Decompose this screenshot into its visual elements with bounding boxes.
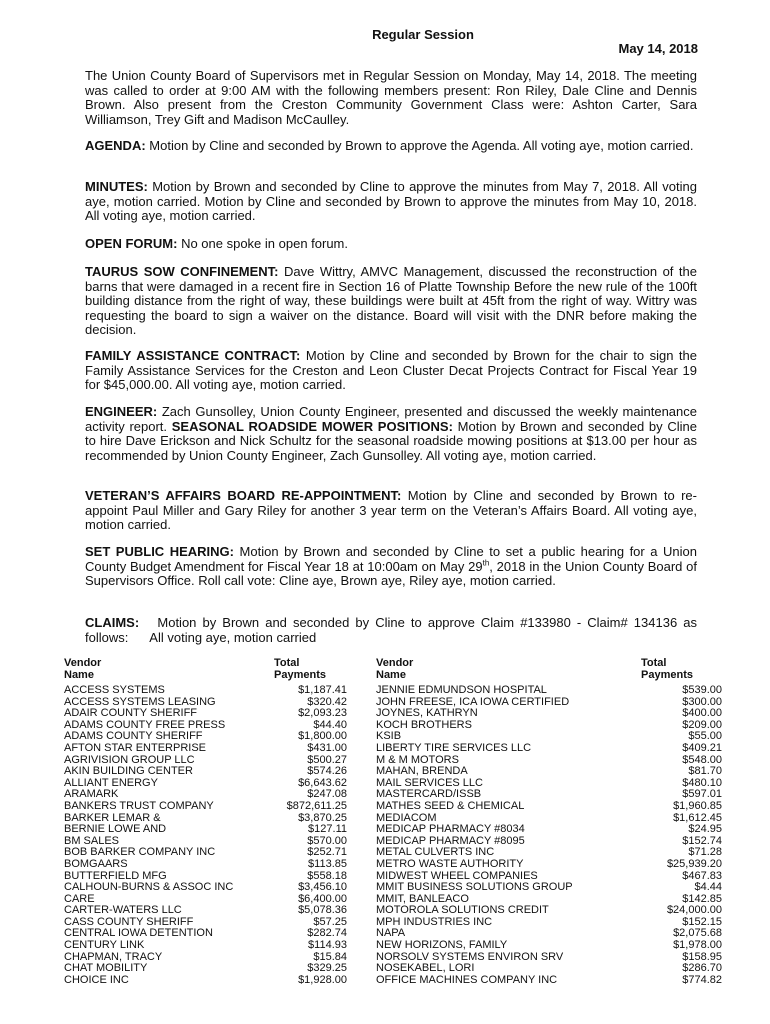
taurus-text: Dave Wittry, AMVC Management, discussed the reconstruction of the barns that were damaged in a recent fire in Section 16 of Platte Township Before the new rule of the 100ft building distance from the right of way, these buildings were built at 45ft from the right of way. Wittry was requesting the board to sign a waiver on the distance. Board will visit with the DNR before making the decision. [85,264,697,337]
public-hearing-text: Motion by Brown and seconded by Cline to set a public hearing for a Union County Budget Amendment for Fiscal Year 18 at 10:00am on May 29 [85,544,697,574]
minutes-text: Motion by Brown and seconded by Cline to approve the minutes from May 7, 2018. All voting aye, motion carried. Motion by Cline and seconded by Brown to approve the minutes from May 10, 2018. All voting aye, motion carried. [85,179,697,223]
payment-amount: $114.93 [308,939,347,952]
vendor-name: CHAT MOBILITY [64,962,148,975]
vendor-name: ACCESS SYSTEMS [64,684,165,696]
payment-amount: $329.25 [307,962,347,975]
public-hearing-text-cont: , 2018 in the Union County Board of Supervisors Office. Roll call vote: Cline aye, Brown aye, Riley aye, motion carried. [85,558,697,588]
payment-amount: $1,187.41 [298,684,347,696]
open-forum-paragraph [85,237,697,252]
payment-amount: $113.85 [308,857,347,870]
minutes-heading: MINUTES: [85,179,148,194]
agenda-paragraph [85,139,697,154]
session-date: May 14, 2018 [618,41,698,56]
vendor-name: CENTRAL IOWA DETENTION [64,927,213,940]
vendor-name: AGRIVISION GROUP LLC [64,753,195,766]
payment-amount: $24,000.00 [666,904,722,917]
vendor-name-header: Vendor Name [376,657,414,681]
mower-text: Motion by Brown and seconded by Cline to hire Dave Erickson and Nick Schultz for the seasonal roadside mowing positions at $13.00 per hour as recommended by Union County Engineer, Zach Gunsolley. All voting aye, motion carried. [85,418,697,463]
payment-amount: $3,870.25 [298,811,347,824]
payment-amount: $71.28 [688,846,722,859]
payment-amount: $409.21 [682,741,722,754]
payment-amount: $1,612.45 [673,811,722,824]
vendor-name: CASS COUNTY SHERIFF [64,915,194,928]
vendor-name: NOSEKABEL, LORI [376,962,475,975]
vendor-name: NEW HORIZONS, FAMILY [376,939,508,952]
taurus-paragraph [85,265,697,338]
vendor-name: BM SALES [64,834,120,847]
vendor-name: METAL CULVERTS INC [376,846,495,859]
payment-amount: $252.71 [307,846,347,859]
payment-amount: $25,939.20 [666,857,722,870]
payment-amount: $872,611.25 [286,799,347,812]
payment-amount: $2,075.68 [673,927,722,940]
vendor-name: ARAMARK [64,788,119,801]
payments-label: Payments [641,668,693,681]
payment-amount: $282.74 [307,927,347,940]
total-label: Total [274,657,300,669]
vendor-name: MEDICAP PHARMACY #8095 [376,834,525,847]
payment-amount: $286.70 [682,962,722,975]
vendor-name: MAIL SERVICES LLC [376,776,483,789]
vendor-name: LIBERTY TIRE SERVICES LLC [376,741,532,754]
payment-amount: $24.95 [688,823,722,836]
payment-amount: $570.00 [307,834,347,847]
payments-label: Payments [274,668,326,681]
payment-amount: $300.00 [682,695,722,708]
vendor-name: CARE [64,892,95,905]
payment-amount: $152.15 [682,915,722,928]
vendor-name: JOYNES, KATHRYN [376,707,478,720]
payment-amount: $158.95 [682,950,722,963]
ordinal-suffix: th [482,558,490,568]
vendor-name: MEDICAP PHARMACY #8034 [376,823,525,836]
vendor-name: BARKER LEMAR & [64,811,161,824]
public-hearing-paragraph [85,545,697,589]
vendor-name: CHOICE INC [64,973,129,986]
vendor-name: OFFICE MACHINES COMPANY INC [376,973,558,986]
payment-amount: $6,400.00 [298,892,347,905]
family-assistance-text: Motion by Cline and seconded by Brown for the chair to sign the Family Assistance Services for the Creston and Leon Cluster Decat Projects Contract for Fiscal Year 19 for $45,000.00. All voting aye, motion carried. [85,348,697,392]
payment-amount: $57.25 [313,915,347,928]
page-title: Regular Session [372,27,474,42]
payment-amount: $774.82 [682,973,722,986]
intro-text: The Union County Board of Supervisors met in Regular Session on Monday, May 14, 2018. The meeting was called to order at 9:00 AM with the following members present: Ron Riley, Dale Cline and Dennis Brown. Also present from the Creston Community Government Class were: Ashton Carter, Sara Williamson, Trey Gift and Madison McCaulley. [85,68,697,127]
vendor-name: ADAMS COUNTY FREE PRESS [64,718,226,731]
vendor-name: MEDIACOM [376,811,437,824]
payment-amount: $1,978.00 [673,939,722,952]
payment-amount: $574.26 [307,765,347,778]
payment-amount: $480.10 [682,776,722,789]
agenda-heading: AGENDA: [85,138,146,153]
veterans-heading: VETERAN’S AFFAIRS BOARD RE-APPOINTMENT: [85,488,402,503]
vendor-name: CARTER-WATERS LLC [64,904,182,917]
payment-amount: $597.01 [682,788,722,801]
open-forum-text: No one spoke in open forum. [177,236,349,251]
public-hearing-heading: SET PUBLIC HEARING: [85,544,234,559]
engineer-heading: ENGINEER: [85,404,158,419]
vendor-name: NAPA [376,927,406,940]
vendor-name: BOB BARKER COMPANY INC [64,846,216,859]
payment-amount: $247.08 [307,788,347,801]
minutes-paragraph [85,180,697,224]
vendor-name: ADAMS COUNTY SHERIFF [64,730,203,743]
payment-amount: $44.40 [313,718,347,731]
payment-amount: $539.00 [682,684,722,696]
vendor-name: M & M MOTORS [376,753,459,766]
payment-amount: $209.00 [682,718,722,731]
payment-amount: $3,456.10 [298,881,347,894]
vendor-name: AKIN BUILDING CENTER [64,765,193,778]
payment-amount: $152.74 [682,834,722,847]
claims-heading: CLAIMS: [85,615,140,630]
vendor-name: CENTURY LINK [64,939,145,952]
family-assistance-heading: FAMILY ASSISTANCE CONTRACT: [85,348,301,363]
vendor-name: CHAPMAN, TRACY [64,950,163,963]
taurus-heading: TAURUS SOW CONFINEMENT: [85,264,279,279]
payment-amount: $81.70 [688,765,722,778]
vendor-name: MIDWEST WHEEL COMPANIES [376,869,538,882]
vendor-name: MMIT BUSINESS SOLUTIONS GROUP [376,881,573,894]
payment-amount: $500.27 [307,753,347,766]
mower-heading: SEASONAL ROADSIDE MOWER POSITIONS: [171,418,453,434]
payment-amount: $127.11 [308,823,347,836]
vendor-name: JOHN FREESE, ICA IOWA CERTIFIED [376,695,570,708]
engineer-paragraph [85,405,697,463]
vendor-name: ADAIR COUNTY SHERIFF [64,707,198,720]
payment-amount: $400.00 [682,707,722,720]
open-forum-heading: OPEN FORUM: [85,236,178,251]
vendor-name-header: Vendor Name [64,657,102,681]
vendor-name: KSIB [376,730,402,743]
vendor-name: BUTTERFIELD MFG [64,869,167,882]
total-payments-header [274,658,326,681]
vendor-name: BOMGAARS [64,857,128,870]
vendor-name: ALLIANT ENERGY [64,776,158,789]
payment-amount: $431.00 [307,741,347,754]
veterans-text: Motion by Cline and seconded by Brown to re-appoint Paul Miller and Gary Riley for another 3 year term on the Veteran’s Affairs Board. All voting aye, motion carried. [85,488,697,532]
vendor-name: METRO WASTE AUTHORITY [376,857,524,870]
engineer-text: Zach Gunsolley, Union County Engineer, presented and discussed the weekly maintenance activity report. [85,404,697,434]
payment-amount: $142.85 [682,892,722,905]
vendor-name: ACCESS SYSTEMS LEASING [64,695,216,708]
vendor-name: MATHES SEED & CHEMICAL [376,799,525,812]
vendor-name: MOTOROLA SOLUTIONS CREDIT [376,904,549,917]
agenda-text: Motion by Cline and seconded by Brown to approve the Agenda. All voting aye, motion carried. [145,138,694,153]
vendor-name: NORSOLV SYSTEMS ENVIRON SRV [376,950,564,963]
total-payments-header [641,658,693,681]
vendor-name: BERNIE LOWE AND [64,823,167,836]
vendor-name: MMIT, BANLEACO [376,892,469,905]
payment-amount: $5,078.36 [298,904,347,917]
vendor-name: MASTERCARD/ISSB [376,788,482,801]
payment-amount: $55.00 [688,730,722,743]
payment-amount: $2,093.23 [298,707,347,720]
payment-amount: $548.00 [682,753,722,766]
payment-amount: $4.44 [694,881,722,894]
family-assistance-paragraph [85,349,697,393]
vendor-name: CALHOUN-BURNS & ASSOC INC [64,881,234,894]
vendor-name: AFTON STAR ENTERPRISE [64,741,207,754]
vendor-name: MAHAN, BRENDA [376,765,468,778]
payment-amount: $1,960.85 [673,799,722,812]
intro-paragraph [85,69,697,127]
payment-amount: $558.18 [307,869,347,882]
payment-amount: $467.83 [682,869,722,882]
vendor-name: BANKERS TRUST COMPANY [64,799,214,812]
payment-amount: $6,643.62 [298,776,347,789]
payment-amount: $320.42 [307,695,347,708]
claims-paragraph [85,615,701,645]
vendor-name: JENNIE EDMUNDSON HOSPITAL [376,684,547,696]
total-label: Total [641,657,667,669]
payment-amount: $1,928.00 [298,973,347,986]
vendor-name: KOCH BROTHERS [376,718,472,731]
veterans-paragraph [85,489,697,533]
vendor-name: MPH INDUSTRIES INC [376,915,493,928]
claims-text: Motion by Brown and seconded by Cline to approve Claim #133980 - Claim# 134136 as follows: All voting aye, motion carried [85,615,701,645]
payment-amount: $15.84 [313,950,347,963]
payment-amount: $1,800.00 [298,730,347,743]
